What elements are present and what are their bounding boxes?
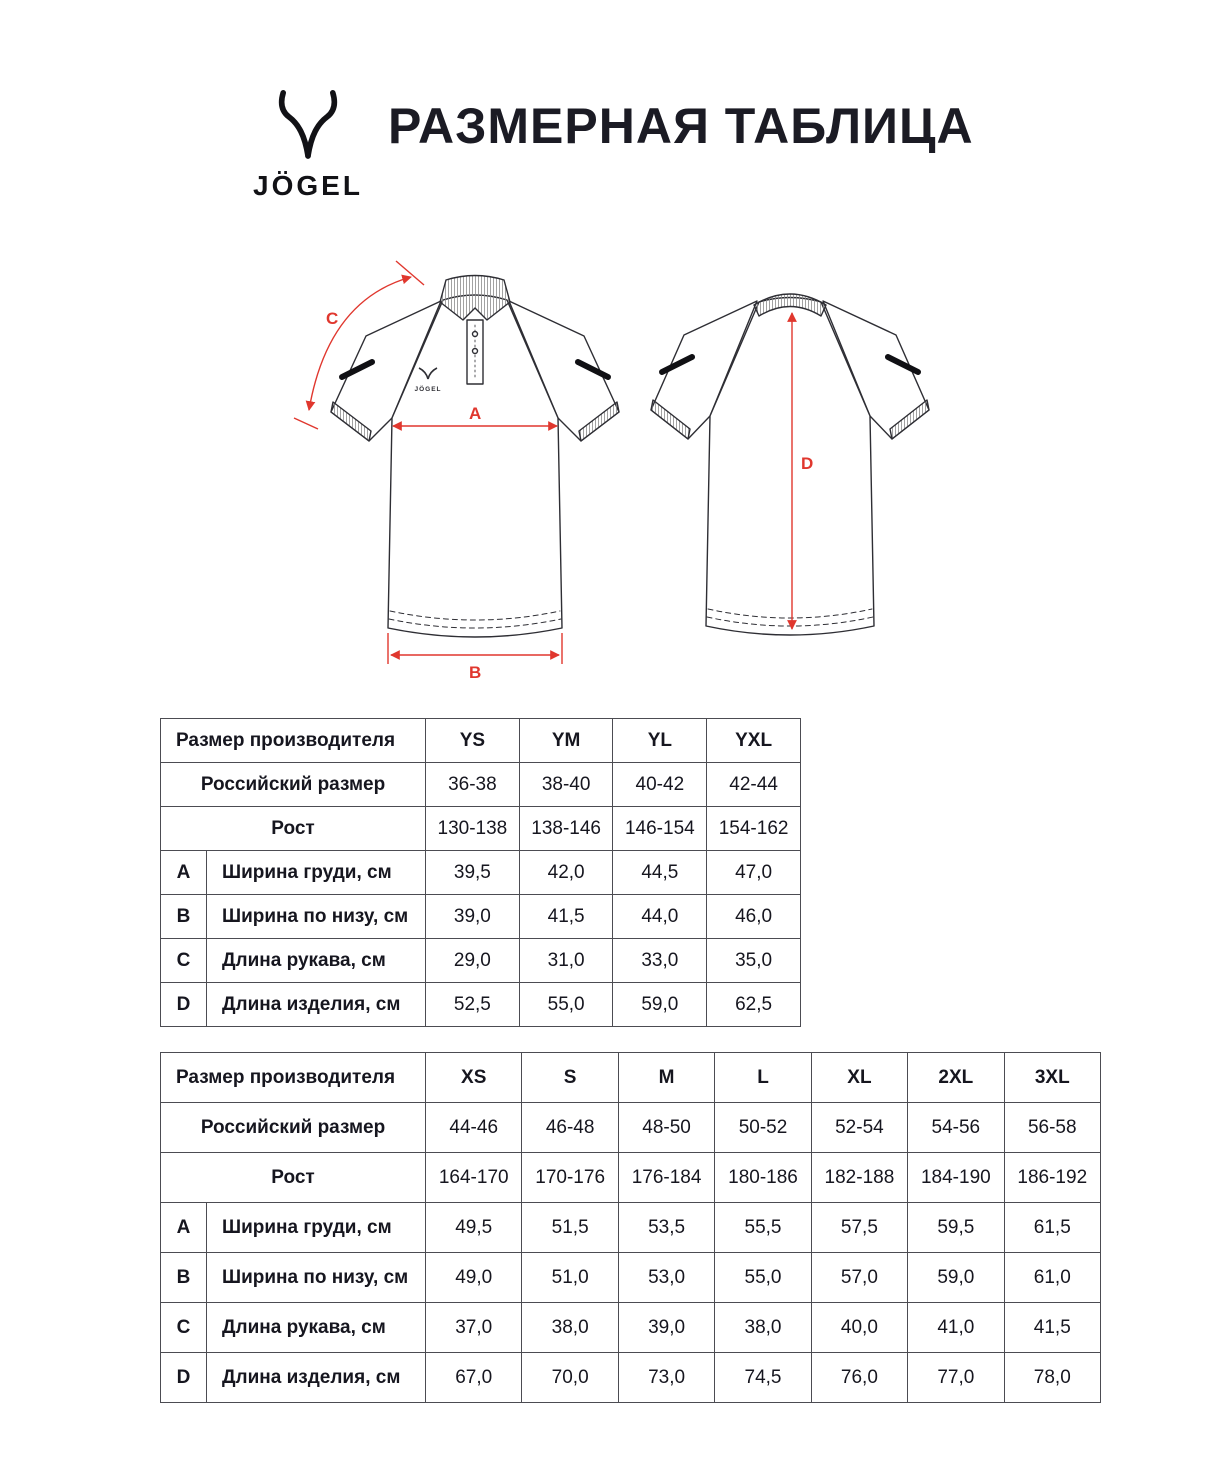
table-row bbox=[161, 1103, 1101, 1153]
value-cell: 52-54 bbox=[811, 1103, 907, 1153]
table-row bbox=[161, 1303, 1101, 1353]
value-cell: 55,5 bbox=[715, 1203, 811, 1253]
header-label-cell: Размер производителя bbox=[161, 719, 426, 763]
value-cell: 130-138 bbox=[426, 807, 520, 851]
label-D: D bbox=[801, 454, 814, 473]
value-cell: 170-176 bbox=[522, 1153, 618, 1203]
letter-cell: B bbox=[161, 895, 207, 939]
value-cell: 55,0 bbox=[715, 1253, 811, 1303]
table-row bbox=[161, 1203, 1101, 1253]
size-header-cell: YXL bbox=[707, 719, 801, 763]
value-cell: 46,0 bbox=[707, 895, 801, 939]
size-header-cell: XS bbox=[426, 1053, 522, 1103]
value-cell: 46-48 bbox=[522, 1103, 618, 1153]
chest-logo-text: JÖGEL bbox=[414, 386, 442, 393]
extension-line-C-top bbox=[396, 261, 424, 285]
row-label-cell: Ширина по низу, см bbox=[207, 895, 426, 939]
value-cell: 57,0 bbox=[811, 1253, 907, 1303]
row-label-cell: Длина рукава, см bbox=[207, 939, 426, 983]
size-header-cell: YL bbox=[613, 719, 707, 763]
value-cell: 67,0 bbox=[426, 1353, 522, 1403]
value-cell: 76,0 bbox=[811, 1353, 907, 1403]
value-cell: 39,5 bbox=[426, 851, 520, 895]
letter-cell: C bbox=[161, 939, 207, 983]
value-cell: 62,5 bbox=[707, 983, 801, 1027]
placket-button bbox=[473, 349, 478, 354]
size-header-cell: 2XL bbox=[908, 1053, 1004, 1103]
size-header-cell: YS bbox=[426, 719, 520, 763]
jogel-antlers-icon bbox=[268, 80, 348, 168]
value-cell: 77,0 bbox=[908, 1353, 1004, 1403]
jogel-logo-text: JÖGEL bbox=[253, 170, 363, 201]
size-header-cell: S bbox=[522, 1053, 618, 1103]
label-B: B bbox=[469, 663, 482, 682]
back-shirt-drawing bbox=[651, 294, 929, 635]
letter-cell: D bbox=[161, 1353, 207, 1403]
value-cell: 36-38 bbox=[426, 763, 520, 807]
value-cell: 38,0 bbox=[522, 1303, 618, 1353]
value-cell: 41,5 bbox=[519, 895, 613, 939]
value-cell: 55,0 bbox=[519, 983, 613, 1027]
value-cell: 50-52 bbox=[715, 1103, 811, 1153]
value-cell: 78,0 bbox=[1004, 1353, 1100, 1403]
value-cell: 44-46 bbox=[426, 1103, 522, 1153]
value-cell: 41,5 bbox=[1004, 1303, 1100, 1353]
value-cell: 48-50 bbox=[618, 1103, 714, 1153]
value-cell: 37,0 bbox=[426, 1303, 522, 1353]
row-label-cell: Российский размер bbox=[161, 763, 426, 807]
value-cell: 51,5 bbox=[522, 1203, 618, 1253]
table-row bbox=[161, 983, 801, 1027]
value-cell: 49,0 bbox=[426, 1253, 522, 1303]
value-cell: 59,5 bbox=[908, 1203, 1004, 1253]
jogel-logo bbox=[248, 80, 368, 202]
value-cell: 180-186 bbox=[715, 1153, 811, 1203]
table-row bbox=[161, 807, 801, 851]
letter-cell: A bbox=[161, 1203, 207, 1253]
youth-size-table bbox=[160, 718, 801, 1027]
value-cell: 38,0 bbox=[715, 1303, 811, 1353]
table-row bbox=[161, 1353, 1101, 1403]
size-header-cell: XL bbox=[811, 1053, 907, 1103]
value-cell: 41,0 bbox=[908, 1303, 1004, 1353]
page-title: РАЗМЕРНАЯ ТАБЛИЦА bbox=[388, 98, 974, 154]
value-cell: 146-154 bbox=[613, 807, 707, 851]
value-cell: 182-188 bbox=[811, 1153, 907, 1203]
table-row bbox=[161, 763, 801, 807]
value-cell: 61,5 bbox=[1004, 1203, 1100, 1253]
value-cell: 154-162 bbox=[707, 807, 801, 851]
value-cell: 47,0 bbox=[707, 851, 801, 895]
row-label-cell: Ширина груди, см bbox=[207, 851, 426, 895]
value-cell: 44,0 bbox=[613, 895, 707, 939]
letter-cell: C bbox=[161, 1303, 207, 1353]
value-cell: 49,5 bbox=[426, 1203, 522, 1253]
row-label-cell: Рост bbox=[161, 1153, 426, 1203]
value-cell: 42-44 bbox=[707, 763, 801, 807]
table-row bbox=[161, 851, 801, 895]
letter-cell: B bbox=[161, 1253, 207, 1303]
value-cell: 73,0 bbox=[618, 1353, 714, 1403]
value-cell: 138-146 bbox=[519, 807, 613, 851]
row-label-cell: Ширина по низу, см bbox=[207, 1253, 426, 1303]
size-header-cell: YM bbox=[519, 719, 613, 763]
value-cell: 61,0 bbox=[1004, 1253, 1100, 1303]
value-cell: 51,0 bbox=[522, 1253, 618, 1303]
value-cell: 164-170 bbox=[426, 1153, 522, 1203]
value-cell: 186-192 bbox=[1004, 1153, 1100, 1203]
value-cell: 31,0 bbox=[519, 939, 613, 983]
value-cell: 57,5 bbox=[811, 1203, 907, 1253]
value-cell: 74,5 bbox=[715, 1353, 811, 1403]
row-label-cell: Российский размер bbox=[161, 1103, 426, 1153]
letter-cell: D bbox=[161, 983, 207, 1027]
value-cell: 38-40 bbox=[519, 763, 613, 807]
size-header-cell: L bbox=[715, 1053, 811, 1103]
value-cell: 40-42 bbox=[613, 763, 707, 807]
size-header-cell: 3XL bbox=[1004, 1053, 1100, 1103]
table-header-row bbox=[161, 1053, 1101, 1103]
value-cell: 44,5 bbox=[613, 851, 707, 895]
row-label-cell: Рост bbox=[161, 807, 426, 851]
table-header-row bbox=[161, 719, 801, 763]
value-cell: 35,0 bbox=[707, 939, 801, 983]
shirt-measurement-diagram bbox=[230, 248, 940, 693]
value-cell: 184-190 bbox=[908, 1153, 1004, 1203]
row-label-cell: Длина изделия, см bbox=[207, 1353, 426, 1403]
value-cell: 39,0 bbox=[426, 895, 520, 939]
adult-size-table bbox=[160, 1052, 1101, 1403]
value-cell: 53,5 bbox=[618, 1203, 714, 1253]
row-label-cell: Длина изделия, см bbox=[207, 983, 426, 1027]
table-row bbox=[161, 1253, 1101, 1303]
value-cell: 176-184 bbox=[618, 1153, 714, 1203]
size-header-cell: M bbox=[618, 1053, 714, 1103]
front-shirt-drawing bbox=[331, 276, 619, 638]
value-cell: 59,0 bbox=[613, 983, 707, 1027]
table-row bbox=[161, 939, 801, 983]
table-row bbox=[161, 895, 801, 939]
value-cell: 54-56 bbox=[908, 1103, 1004, 1153]
value-cell: 40,0 bbox=[811, 1303, 907, 1353]
value-cell: 39,0 bbox=[618, 1303, 714, 1353]
value-cell: 70,0 bbox=[522, 1353, 618, 1403]
table-row bbox=[161, 1153, 1101, 1203]
row-label-cell: Длина рукава, см bbox=[207, 1303, 426, 1353]
row-label-cell: Ширина груди, см bbox=[207, 1203, 426, 1253]
value-cell: 29,0 bbox=[426, 939, 520, 983]
header-label-cell: Размер производителя bbox=[161, 1053, 426, 1103]
value-cell: 42,0 bbox=[519, 851, 613, 895]
extension-line-C-bottom bbox=[294, 418, 318, 429]
value-cell: 52,5 bbox=[426, 983, 520, 1027]
value-cell: 53,0 bbox=[618, 1253, 714, 1303]
value-cell: 59,0 bbox=[908, 1253, 1004, 1303]
label-A: A bbox=[469, 404, 482, 423]
value-cell: 33,0 bbox=[613, 939, 707, 983]
letter-cell: A bbox=[161, 851, 207, 895]
value-cell: 56-58 bbox=[1004, 1103, 1100, 1153]
placket-button bbox=[473, 332, 478, 337]
label-C: C bbox=[326, 309, 339, 328]
